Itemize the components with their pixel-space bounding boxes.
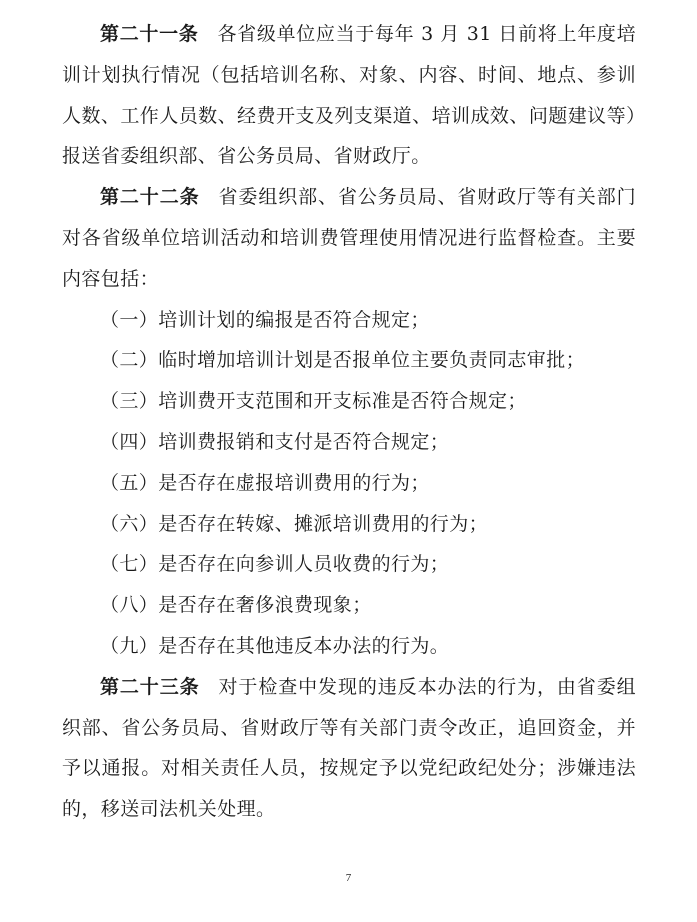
article-22-item-1: （一）培训计划的编报是否符合规定；: [100, 308, 430, 331]
article-22-heading: 第二十二条: [100, 186, 200, 209]
article-22-item-5: （五）是否存在虚报培训费用的行为；: [100, 471, 430, 494]
article-22-item-2: （二）临时增加培训计划是否报单位主要负责同志审批；: [100, 349, 586, 372]
article-22-item-3: （三）培训费开支范围和开支标准是否符合规定；: [100, 390, 527, 413]
document-content: [62, 14, 636, 830]
article-22-item-4: （四）培训费报销和支付是否符合规定；: [100, 430, 450, 453]
article-23-heading: 第二十三条: [100, 675, 200, 698]
article-23-body: 对于检查中发现的违反本办法的行为，由省委组织部、省公务员局、省财政厅等有关部门责令改正，追回资金，并予以通报。对相关责任人员，按规定予以党纪政纪处分；涉嫌违法的，移送司法机关处理。: [62, 675, 636, 821]
article-21: [62, 14, 636, 177]
article-22-item-7: （七）是否存在向参训人员收费的行为；: [100, 553, 450, 576]
article-22-item-8: （八）是否存在奢侈浪费现象；: [100, 594, 372, 617]
article-21-heading: 第二十一条: [100, 23, 199, 45]
article-22-item-9: （九）是否存在其他违反本办法的行为。: [100, 634, 450, 657]
article-21-body: 各省级单位应当于每年 3 月 31 日前将上年度培训计划执行情况（包括培训名称、对象、内容、时间、地点、参训人数、工作人员数、经费开支及列支渠道、培训成效、问题建议等）报送省委组织部、省公务员局、省财政厅。: [62, 23, 636, 168]
article-22-item-6: （六）是否存在转嫁、摊派培训费用的行为；: [100, 512, 489, 535]
article-23: [62, 667, 636, 830]
article-22: [62, 177, 636, 299]
article-22-body: 省委组织部、省公务员局、省财政厅等有关部门对各省级单位培训活动和培训费管理使用情况进行监督检查。主要内容包括：: [62, 186, 636, 290]
page-number: 7: [345, 872, 352, 884]
